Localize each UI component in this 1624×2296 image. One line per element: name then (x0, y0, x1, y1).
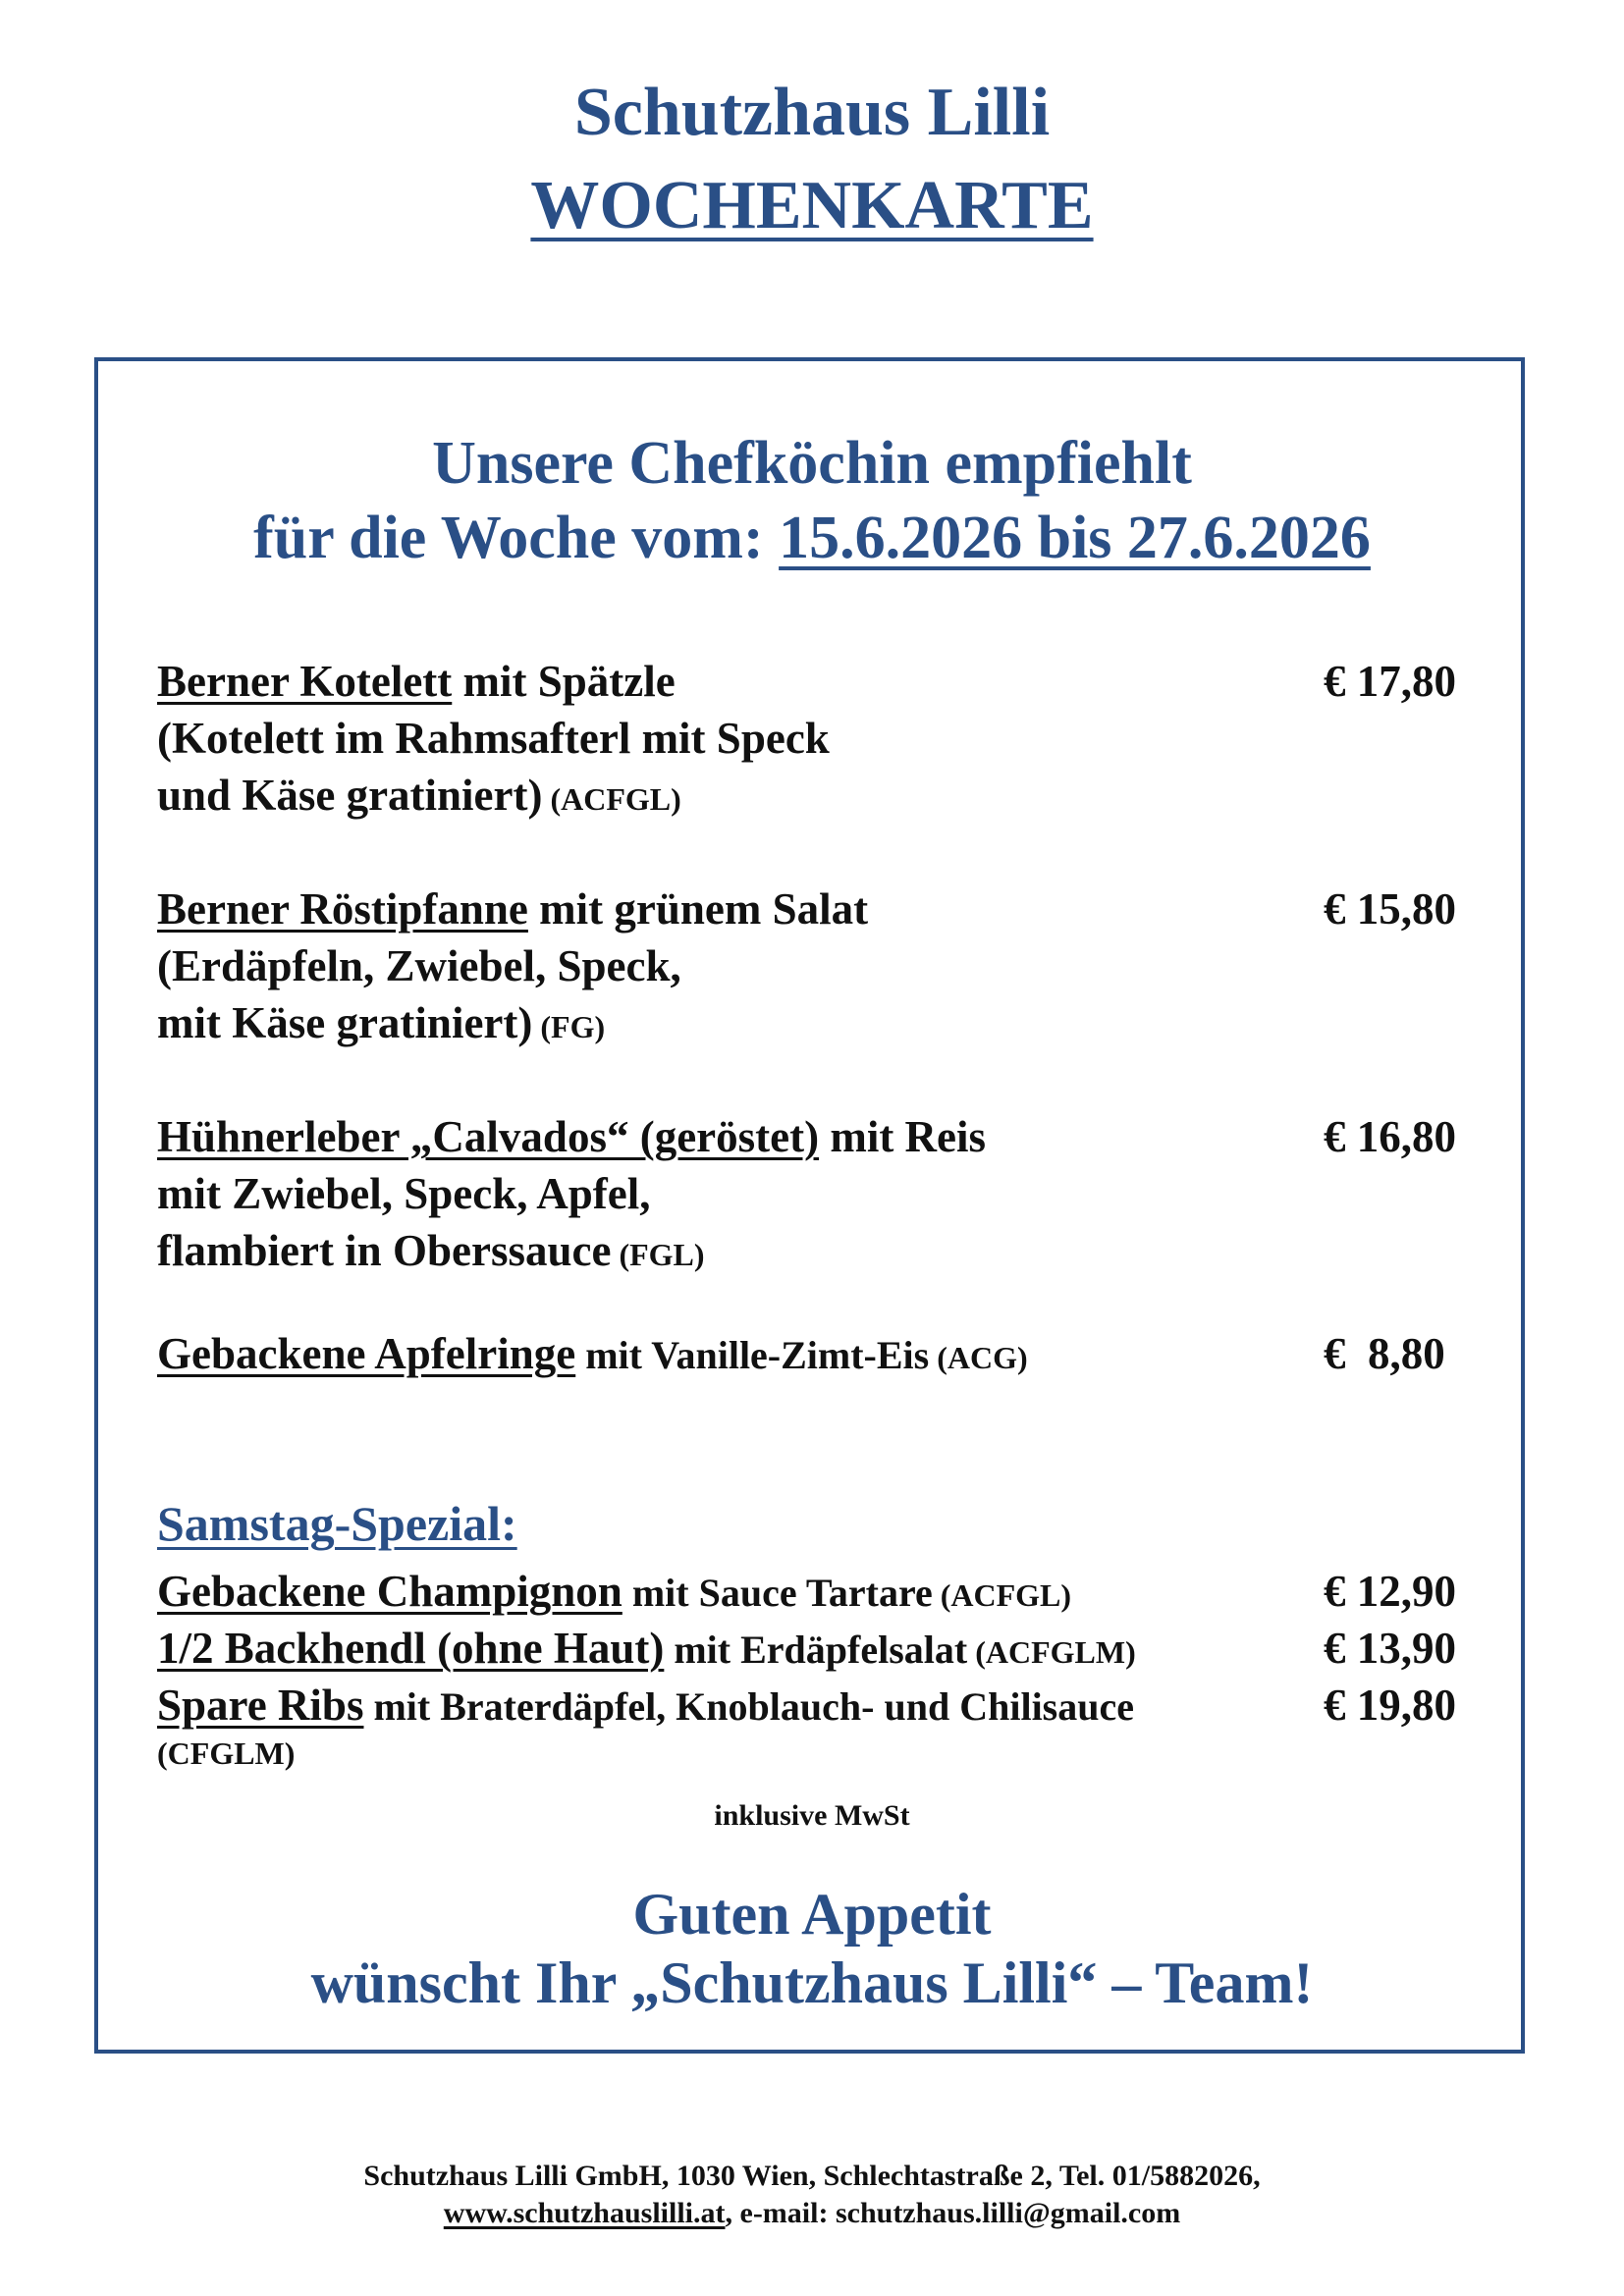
dish-desc: mit Erdäpfelsalat (664, 1628, 968, 1672)
dish-name: Spare Ribs (157, 1681, 364, 1730)
allergen-code: (ACG) (929, 1340, 1028, 1375)
dish-name: 1/2 Backhendl (ohne Haut) (157, 1624, 665, 1673)
restaurant-name: Schutzhaus Lilli (573, 75, 1051, 150)
dish-price: € 8,80 (1324, 1329, 1445, 1378)
dish-desc: mit grünem Salat (527, 884, 869, 934)
dish-desc: mit Sauce Tartare (622, 1571, 933, 1615)
menu-title (0, 162, 1624, 250)
dish-name: Hühnerleber „Calvados“ (geröstet) (157, 1112, 820, 1161)
dish-name: Gebackene Champignon (157, 1567, 623, 1616)
intro-line-2 (0, 499, 1624, 577)
allergen-code: (ACFGL) (932, 1577, 1072, 1613)
allergen-code: (ACFGLM) (967, 1634, 1136, 1670)
dish-desc-line: und Käse gratiniert) (157, 771, 543, 820)
dish-name: Berner Kotelett (157, 657, 453, 706)
spezial-title (157, 1492, 517, 1555)
dish-desc-line: mit Käse gratiniert) (157, 998, 533, 1047)
allergen-code: (CFGLM) (157, 1735, 296, 1771)
dish-price: € 16,80 (1324, 1112, 1456, 1161)
spezial-title-text: Samstag-Spezial: (157, 1496, 517, 1551)
vat-note: inklusive MwSt (714, 1799, 910, 1832)
allergen-code: (FG) (532, 1009, 606, 1044)
menu-title-text: WOCHENKARTE (530, 168, 1094, 243)
dish-desc-line: flambiert in Oberssauce (157, 1226, 612, 1275)
dish-item (157, 1325, 1276, 1386)
allergen-code: (ACFGL) (542, 781, 681, 817)
closing-line-2: wünscht Ihr „Schutzhaus Lilli“ – Team! (310, 1950, 1314, 2015)
dish-price: € 17,80 (1324, 657, 1456, 706)
dish-name: Gebackene Apfelringe (157, 1329, 576, 1378)
spezial-item (157, 1677, 1316, 1771)
dish-price: € 15,80 (1324, 884, 1456, 934)
dish-item (157, 881, 1276, 1055)
dish-desc-line: (Erdäpfeln, Zwiebel, Speck, (157, 941, 681, 990)
dish-desc-line: mit Zwiebel, Speck, Apfel, (157, 1169, 651, 1218)
intro-prefix: für die Woche vom: (253, 505, 780, 571)
date-range: 15.6.2026 bis 27.6.2026 (779, 505, 1371, 571)
website-link[interactable]: www.schutzhauslilli.at (443, 2197, 726, 2229)
intro-line-1: Unsere Chefköchin empfiehlt (432, 430, 1192, 497)
dish-desc: mit Reis (819, 1112, 987, 1161)
spezial-item (157, 1620, 1316, 1681)
dish-desc-line: (Kotelett im Rahmsafterl mit Speck (157, 714, 830, 763)
dish-name: Berner Röstipfanne (157, 884, 528, 934)
dish-desc: mit Braterdäpfel, Knoblauch- und Chilisauce (363, 1684, 1134, 1729)
dish-item (157, 653, 1276, 828)
dish-price: € 12,90 (1324, 1567, 1456, 1616)
spezial-item (157, 1563, 1316, 1624)
footer-address: Schutzhaus Lilli GmbH, 1030 Wien, Schlechtastraße 2, Tel. 01/5882026, (363, 2160, 1261, 2192)
footer-contact (0, 2195, 1624, 2232)
footer-email: , e-mail: schutzhaus.lilli@gmail.com (725, 2197, 1181, 2229)
dish-desc: mit Spätzle (452, 657, 676, 706)
allergen-code: (FGL) (611, 1237, 705, 1272)
dish-price: € 19,80 (1324, 1681, 1456, 1730)
dish-item (157, 1108, 1276, 1283)
closing-line-1: Guten Appetit (632, 1882, 992, 1947)
dish-price: € 13,90 (1324, 1624, 1456, 1673)
dish-desc: mit Vanille-Zimt-Eis (575, 1333, 930, 1377)
